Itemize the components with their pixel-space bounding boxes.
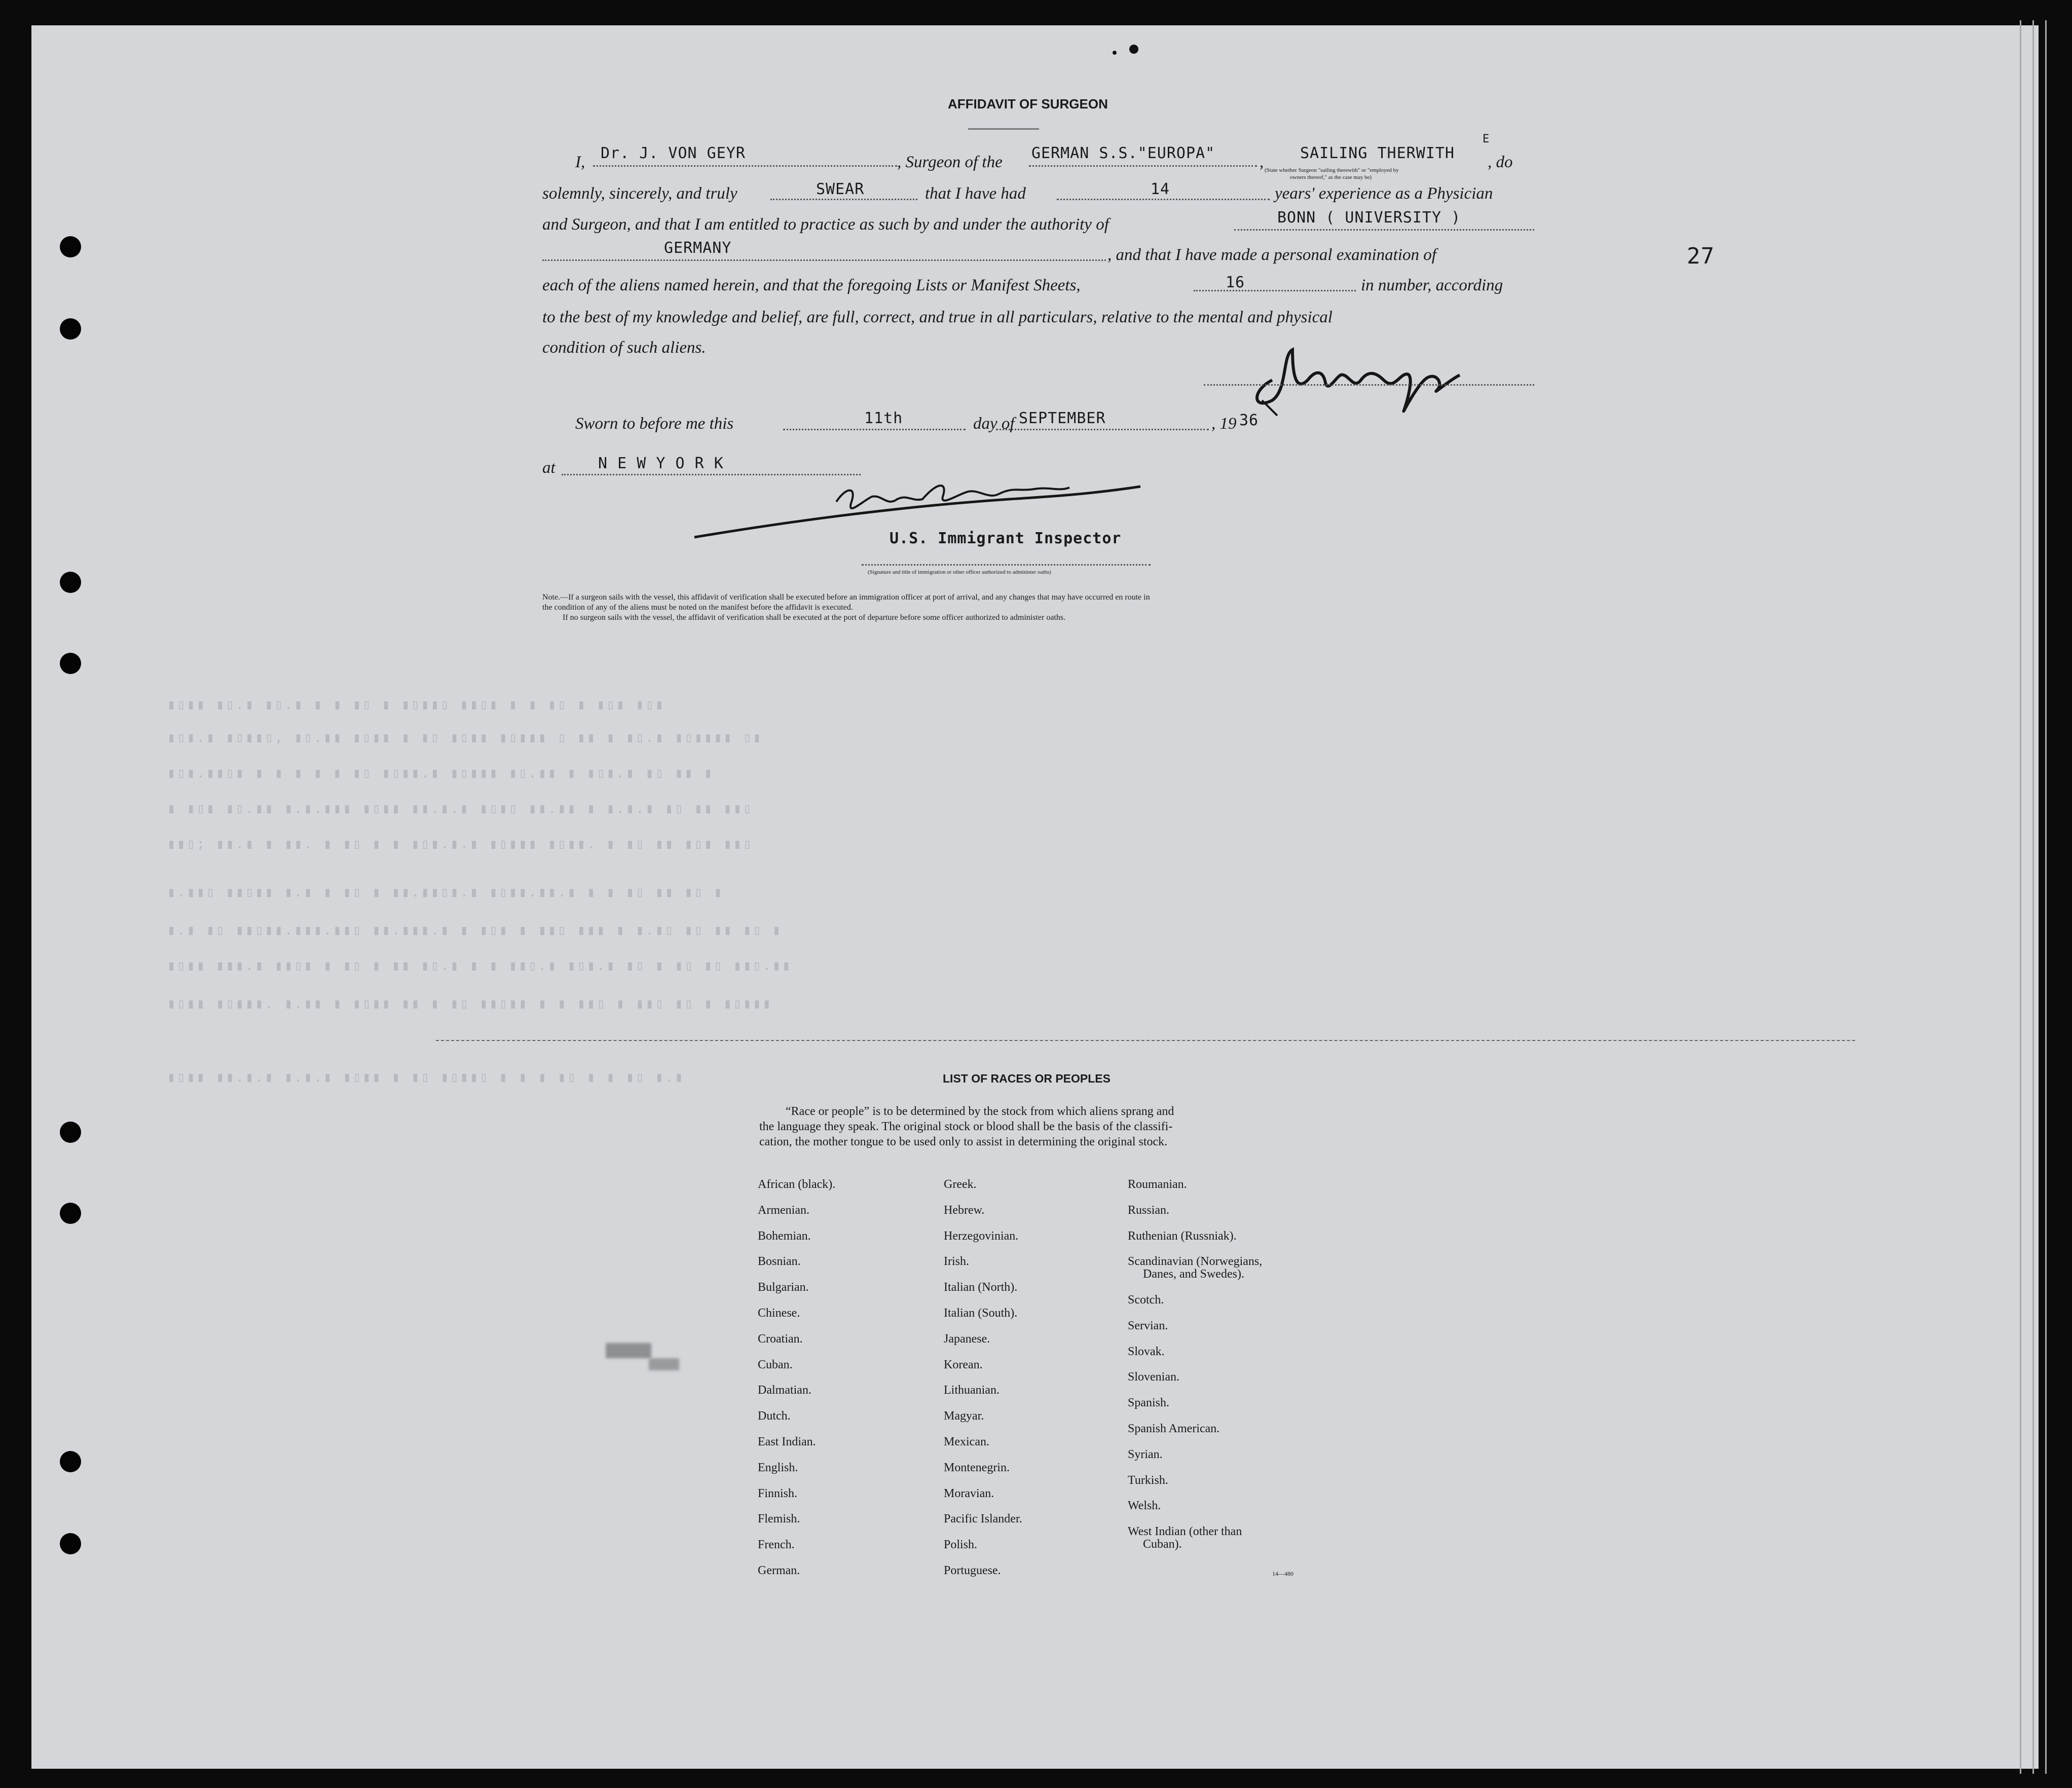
field-line: [862, 564, 1151, 566]
field-line: [770, 199, 917, 200]
bleed-through-row: ▮▯▮.▮▮▯▮ ▮ ▮ ▮ ▮ ▮ ▮▯ ▮▯▮▮.▮ ▮▯▮▮▮ ▮▯.▮▮ ▮ ▮▯▮.▮ ▮▯ ▮▮ ▮: [167, 765, 714, 781]
race-item: Syrian.: [1128, 1447, 1163, 1461]
race-item: East Indian.: [758, 1435, 816, 1448]
race-item: Pacific Islander.: [944, 1512, 1022, 1526]
sailing-note: (State whether Surgeon "sailing therewith" or "employed by: [1265, 167, 1399, 173]
race-item: Portuguese.: [944, 1564, 1001, 1577]
race-item: West Indian (other than: [1128, 1525, 1242, 1539]
race-item: Irish.: [944, 1255, 969, 1269]
bleed-through-row: ▮ ▮▯▮ ▮▯.▮▮ ▮.▮.▮▮▮ ▮▯▮▮ ▮▮.▮.▮ ▮▯▮▯ ▮▮.▮▮ ▮ ▮.▮.▮ ▮▯ ▮▮ ▮▮▯: [167, 801, 753, 816]
surgeon-name: Dr. J. VON GEYR: [601, 144, 746, 162]
race-item: Moravian.: [944, 1486, 994, 1500]
field-line: [1029, 165, 1257, 167]
sworn-place: N E W Y O R K: [598, 455, 724, 472]
field-line: [1057, 199, 1270, 200]
bleed-through-row: ▮▮▯; ▮▮.▮ ▮ ▮▮. ▮ ▮▯ ▮ ▮ ▮▯▮.▮.▮ ▮▯▮▮▮ ▮▯▮▮. ▮ ▮▯ ▮▮ ▮▯▮ ▮▮▯: [167, 836, 753, 852]
race-item: Cuban).: [1143, 1538, 1182, 1551]
race-item: Magyar.: [944, 1409, 984, 1423]
race-item: Scandinavian (Norwegians,: [1128, 1255, 1263, 1269]
bleed-through-row: ▮▯▮.▮ ▮▯▮▮▯, ▮▯.▮▮ ▮▯▮▮ ▮ ▮▯ ▮▯▮▮ ▮▯▮▮▮ ▯ ▮▮ ▮ ▮▯.▮ ▮▯▮▮▮▮ ▯▮: [167, 730, 763, 746]
race-item: Italian (South).: [944, 1307, 1018, 1320]
race-item: Bosnian.: [758, 1255, 801, 1269]
field-line: [542, 259, 1106, 261]
race-item: Spanish American.: [1128, 1422, 1220, 1435]
licensing-country: GERMANY: [664, 239, 732, 257]
text-personal: , and that I have made a personal examination of: [1107, 246, 1436, 264]
oath-type: SWEAR: [816, 180, 865, 198]
race-item: Bulgarian.: [758, 1281, 809, 1294]
text-surgeon-of: , Surgeon of the: [897, 153, 1003, 171]
officer-title: U.S. Immigrant Inspector: [890, 530, 1122, 547]
race-item: Russian.: [1128, 1203, 1170, 1217]
race-item: Servian.: [1128, 1319, 1168, 1332]
race-item: Ruthenian (Russniak).: [1128, 1229, 1237, 1243]
race-item: Welsh.: [1128, 1499, 1161, 1513]
surgeon-signature: [1232, 334, 1546, 421]
bleed-through-rule: [436, 1040, 1855, 1041]
race-item: Polish.: [944, 1538, 978, 1552]
race-item: Lithuanian.: [944, 1384, 1000, 1397]
race-item: Croatian.: [758, 1332, 803, 1346]
ink-smudge: [649, 1358, 679, 1370]
field-line: [1194, 290, 1356, 291]
binder-hole: [60, 1203, 81, 1224]
bleed-through-row: ▮▯▮▮ ▮▯▮▮▮. ▮.▮▮ ▮ ▮▯▮▮ ▮▮ ▮ ▮▯ ▮▮▯▮▮ ▮ ▮ ▮▮▯ ▮ ▮▮▯ ▮▯ ▮ ▮▯▮▮▮: [167, 996, 772, 1012]
races-intro: cation, the mother tongue to be used only to assist in determining the original stock.: [759, 1135, 1168, 1148]
text-19: , 19: [1211, 415, 1237, 433]
signature-caption: (Signature and title of immigration or other officer authorized to administer oaths): [868, 569, 1051, 575]
field-line: [996, 429, 1209, 430]
manifest-sheets-count: 16: [1226, 274, 1245, 291]
text-i: I,: [575, 153, 585, 171]
race-item: Flemish.: [758, 1512, 800, 1526]
bleed-through-row: ▮▯▮▮ ▮▮▮.▮ ▮▮▯▮ ▮ ▮▯ ▮ ▮▮ ▮▯.▮ ▮ ▮ ▮▮▯.▮ ▮▯▮.▮ ▮▯ ▮ ▮▯ ▮▯ ▮▮▯.▮▮: [167, 958, 792, 974]
binder-hole: [60, 653, 81, 674]
affidavit-note: Note.—If a surgeon sails with the vessel, this affidavit of verification shall be executed before an immigration officer at port of arrival, and any changes that may have occurred en route in: [542, 593, 1150, 602]
race-item: Turkish.: [1128, 1473, 1168, 1487]
races-intro: “Race or people” is to be determined by the stock from which aliens sprang and: [786, 1105, 1174, 1118]
text-at: at: [542, 459, 556, 477]
sworn-year: 36: [1239, 412, 1259, 429]
bleed-through-row: ▮.▮ ▮▯ ▮▮▯▮▮.▮▮▮.▮▮▯ ▮▮.▮▮▮.▮ ▮ ▮▯▮ ▮ ▮▮▯ ▮▮▮ ▮ ▮.▮▯ ▮▯ ▮▮ ▮▯ ▮: [167, 922, 783, 938]
race-item: African (black).: [758, 1178, 836, 1191]
race-item: Danes, and Swedes).: [1143, 1268, 1244, 1281]
bleed-through-row: ▮▯▮▮ ▮▮.▮.▮ ▮.▮.▮ ▮▯▮▮ ▮ ▮▯ ▮▯▮▮▯ ▮ ▮ ▮ ▮▯ ▮ ▮ ▮▯ ▮.▮: [167, 1069, 685, 1085]
race-item: Roumanian.: [1128, 1178, 1187, 1191]
binder-hole: [60, 1122, 81, 1143]
race-item: Mexican.: [944, 1435, 989, 1448]
race-item: Armenian.: [758, 1203, 809, 1217]
text-had: that I have had: [925, 184, 1026, 203]
race-item: Scotch.: [1128, 1293, 1164, 1307]
race-item: Dutch.: [758, 1409, 791, 1423]
sailing-status: SAILING THERWITH: [1300, 144, 1455, 162]
sworn-day: 11th: [864, 409, 903, 427]
field-line: [783, 429, 966, 430]
text-do: , do: [1488, 153, 1513, 171]
vessel-name: GERMAN S.S."EUROPA": [1031, 144, 1215, 162]
race-item: German.: [758, 1564, 800, 1577]
signature-line: [1204, 384, 1534, 386]
text-years-exp: years' experience as a Physician: [1275, 184, 1493, 203]
binder-hole: [60, 572, 81, 593]
bleed-through-row: ▮.▮▮▯ ▮▮▯▮▮ ▮.▮ ▮ ▮▯ ▮ ▮▮.▮▮▯▮.▮ ▮▯▮▮.▮▮.▮ ▮ ▮ ▮▯ ▮▮ ▮▯ ▮: [167, 884, 724, 900]
race-item: Hebrew.: [944, 1203, 985, 1217]
races-intro: the language they speak. The original stock or blood shall be the basis of the classifi-: [759, 1120, 1173, 1133]
race-item: Spanish.: [1128, 1396, 1170, 1410]
page-edge: [2032, 20, 2034, 1774]
years-experience: 14: [1151, 180, 1170, 198]
text-comma: ,: [1260, 153, 1264, 171]
race-item: English.: [758, 1461, 798, 1474]
sworn-month: SEPTEMBER: [1019, 409, 1106, 427]
title-underline: [968, 128, 1039, 130]
text-day-of: day of: [973, 415, 1015, 433]
race-item: Bohemian.: [758, 1229, 811, 1243]
text-condition: condition of such aliens.: [542, 339, 706, 357]
text-best: to the best of my knowledge and belief, are full, correct, and true in all particulars, relative to the mental and physical: [542, 308, 1333, 326]
binder-hole: [60, 236, 81, 257]
race-item: Dalmatian.: [758, 1384, 811, 1397]
form-number: 14—480: [1272, 1570, 1293, 1577]
bleed-through-row: ▮▯▮▮ ▮▯.▮ ▮▯.▮ ▮ ▮ ▮▯ ▮ ▮▯▮▮▯ ▮▮▯▮ ▮ ▮ ▮▯ ▮ ▮▯▮ ▮▯▮: [167, 697, 665, 713]
ink-speck: [1129, 45, 1138, 54]
race-item: Cuban.: [758, 1358, 793, 1371]
licensing-authority: BONN ( UNIVERSITY ): [1277, 209, 1461, 227]
race-item: Japanese.: [944, 1332, 990, 1346]
race-item: Montenegrin.: [944, 1461, 1010, 1474]
page-edge: [2045, 20, 2047, 1774]
sailing-correction: E: [1483, 133, 1490, 145]
affidavit-title: AFFIDAVIT OF SURGEON: [948, 96, 1108, 111]
text-each: each of the aliens named herein, and that the foregoing Lists or Manifest Sheets,: [542, 276, 1081, 294]
page-edge: [2020, 20, 2021, 1774]
binder-hole: [60, 1451, 81, 1472]
affidavit-note: the condition of any of the aliens must be noted on the manifest before the affidavit is executed.: [542, 603, 853, 612]
text-and-surgeon: and Surgeon, and that I am entitled to practice as such by and under the authority of: [542, 215, 1109, 234]
race-item: Chinese.: [758, 1307, 800, 1320]
race-item: Greek.: [944, 1178, 977, 1191]
races-title: LIST OF RACES OR PEOPLES: [943, 1072, 1111, 1085]
race-item: Finnish.: [758, 1486, 798, 1500]
binder-hole: [60, 1533, 81, 1554]
text-solemnly: solemnly, sincerely, and truly: [542, 184, 737, 203]
ink-smudge: [606, 1343, 651, 1358]
text-in-number: in number, according: [1361, 276, 1503, 294]
field-line: [593, 165, 897, 167]
page-number: 27: [1687, 243, 1715, 269]
field-line: [1234, 229, 1534, 231]
race-item: Herzegovinian.: [944, 1229, 1019, 1243]
text-sworn: Sworn to before me this: [575, 415, 734, 433]
race-item: Italian (North).: [944, 1281, 1018, 1294]
binder-hole: [60, 318, 81, 340]
ink-speck: [1113, 51, 1117, 55]
race-item: French.: [758, 1538, 795, 1552]
race-item: Slovenian.: [1128, 1370, 1179, 1384]
sailing-note: owners thereof," as the case may be): [1290, 174, 1372, 180]
affidavit-note: If no surgeon sails with the vessel, the affidavit of verification shall be executed at the port of departure before some officer authorized to administer oaths.: [563, 613, 1066, 622]
race-item: Slovak.: [1128, 1345, 1165, 1358]
race-item: Korean.: [944, 1358, 983, 1371]
